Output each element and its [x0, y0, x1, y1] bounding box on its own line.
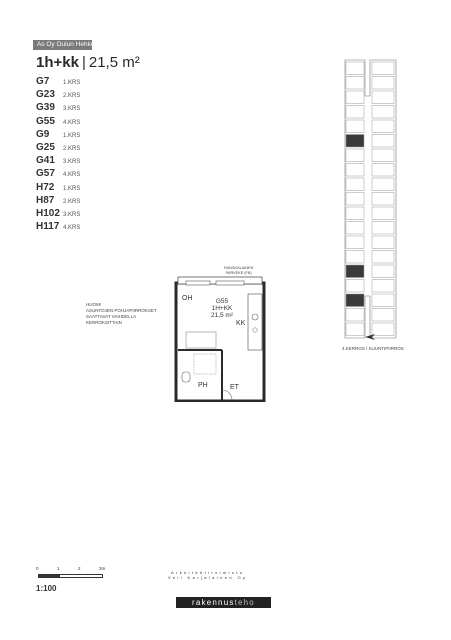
unit-floor: 1.KRS — [63, 132, 81, 139]
sink-icon — [252, 314, 258, 320]
unit-floor: 4.KRS — [63, 119, 81, 126]
key-plan-unit — [372, 164, 394, 177]
key-plan-unit — [346, 193, 364, 206]
key-plan-unit — [346, 178, 364, 191]
key-plan-unit — [346, 91, 364, 104]
unit-code: G41 — [36, 155, 55, 167]
unit-row — [36, 182, 80, 195]
unit-row — [36, 116, 80, 129]
unit-row — [36, 195, 80, 208]
key-plan-unit — [372, 251, 394, 264]
key-plan-unit-highlight — [346, 265, 364, 278]
key-plan-unit — [346, 323, 364, 336]
unit-row — [36, 89, 80, 102]
room-label-kk: KK — [236, 320, 246, 327]
balcony-label-line: RANSKALAINEN — [224, 266, 254, 270]
door-swing — [222, 390, 232, 400]
window — [216, 281, 244, 285]
key-plan-unit — [346, 149, 364, 162]
unit-code: H87 — [36, 194, 55, 206]
unit-area-label: 21,5 m² — [210, 312, 234, 319]
unit-row — [36, 221, 80, 234]
unit-list — [36, 76, 80, 234]
unit-floor: 3.KRS — [63, 106, 81, 113]
scale-bar — [38, 574, 103, 578]
floorplan-note — [86, 302, 166, 326]
unit-code: G9 — [36, 128, 50, 140]
key-plan-unit — [346, 120, 364, 133]
apartment-type: 1h+kk — [36, 54, 79, 71]
unit-floor: 3.KRS — [63, 159, 81, 166]
unit-code: H102 — [36, 207, 60, 219]
key-plan-unit — [372, 135, 394, 148]
note-line: ASUNTOJEN POHJAPIIRROKSET — [86, 308, 157, 313]
key-plan-unit-highlight — [346, 294, 364, 307]
key-plan-unit — [372, 222, 394, 235]
kitchen-counter — [248, 294, 262, 350]
scale-tick: 0 — [36, 566, 39, 571]
north-arrow-icon — [364, 333, 376, 341]
key-plan-unit — [372, 62, 394, 75]
key-plan-unit — [346, 309, 364, 322]
unit-row — [36, 129, 80, 142]
key-plan-unit — [372, 294, 394, 307]
rakennusteho-logo: rakennusteho — [176, 597, 271, 608]
key-plan — [340, 56, 400, 341]
unit-code: G23 — [36, 89, 55, 101]
unit-floor: 4.KRS — [63, 172, 81, 179]
key-plan-unit — [372, 91, 394, 104]
unit-code: G7 — [36, 76, 50, 87]
scale-tick: 3m — [99, 566, 106, 571]
unit-code: G57 — [36, 168, 55, 180]
unit-code-label: G55 — [215, 298, 229, 305]
room-label-ph: PH — [198, 382, 208, 389]
key-plan-unit — [372, 280, 394, 293]
stove-icon — [253, 328, 257, 332]
balcony-label-line: PARVEKE (FB) — [225, 270, 252, 275]
apartment-area: 21,5 m² — [88, 54, 140, 71]
unit-floor: 4.KRS — [63, 225, 81, 232]
key-plan-unit — [346, 222, 364, 235]
room-label-oh: OH — [182, 295, 193, 302]
unit-row — [36, 76, 80, 89]
room-label-et: ET — [230, 384, 239, 391]
unit-code: H72 — [36, 181, 55, 193]
key-plan-unit — [346, 280, 364, 293]
key-plan-unit — [372, 149, 394, 162]
key-plan-unit — [372, 77, 394, 90]
unit-floor: 2.KRS — [63, 198, 81, 205]
key-plan-unit — [372, 207, 394, 220]
note-line: SAATTAVAT VAIHDELLA KERROKSITTAIN — [86, 314, 136, 325]
unit-floor: 2.KRS — [63, 93, 81, 100]
office-line: Veli Karjalainen Oy — [168, 575, 248, 580]
office-line: Arkkitehtitoimisto — [170, 570, 245, 575]
scale-tick: 1 — [57, 566, 60, 571]
unit-type-label: 1H+KK — [211, 305, 233, 312]
key-plan-unit — [346, 164, 364, 177]
shower-area — [194, 354, 216, 374]
key-plan-caption: 4.KERROS / SUUNTIPIIRROS — [342, 346, 404, 351]
unit-row — [36, 155, 80, 168]
unit-floor: 1.KRS — [63, 185, 81, 192]
key-plan-unit — [346, 106, 364, 119]
architect-office — [168, 570, 247, 580]
unit-row — [36, 142, 80, 155]
scale-ticks — [36, 566, 126, 572]
unit-code: H117 — [36, 221, 60, 233]
key-plan-unit — [372, 193, 394, 206]
window — [186, 281, 210, 285]
unit-floor: 2.KRS — [63, 145, 81, 152]
note-line: HUOM! — [86, 302, 101, 307]
unit-code: G25 — [36, 141, 55, 153]
key-plan-unit — [372, 120, 394, 133]
company-tag: As Oy Oulun Hehku — [33, 40, 92, 50]
key-plan-unit-highlight — [346, 135, 364, 148]
scale-tick: 2 — [78, 566, 81, 571]
key-plan-unit — [346, 77, 364, 90]
key-plan-unit — [372, 178, 394, 191]
unit-row — [36, 102, 80, 115]
unit-floor: 3.KRS — [63, 211, 81, 218]
bed — [186, 332, 216, 348]
toilet-icon — [182, 372, 190, 382]
key-plan-unit — [372, 236, 394, 249]
key-plan-unit — [346, 251, 364, 264]
key-plan-unit — [346, 207, 364, 220]
unit-code: G55 — [36, 115, 55, 127]
title-separator: | — [81, 54, 86, 71]
floor-plan — [170, 272, 270, 402]
key-plan-unit — [346, 236, 364, 249]
key-plan-unit — [372, 265, 394, 278]
unit-floor: 1.KRS — [63, 80, 81, 86]
key-plan-unit — [372, 309, 394, 322]
key-plan-unit — [372, 106, 394, 119]
key-plan-unit — [346, 62, 364, 75]
unit-code: G39 — [36, 102, 55, 114]
apartment-title — [36, 54, 140, 71]
scale-ratio: 1:100 — [36, 584, 57, 593]
unit-row — [36, 208, 80, 221]
unit-row — [36, 168, 80, 181]
